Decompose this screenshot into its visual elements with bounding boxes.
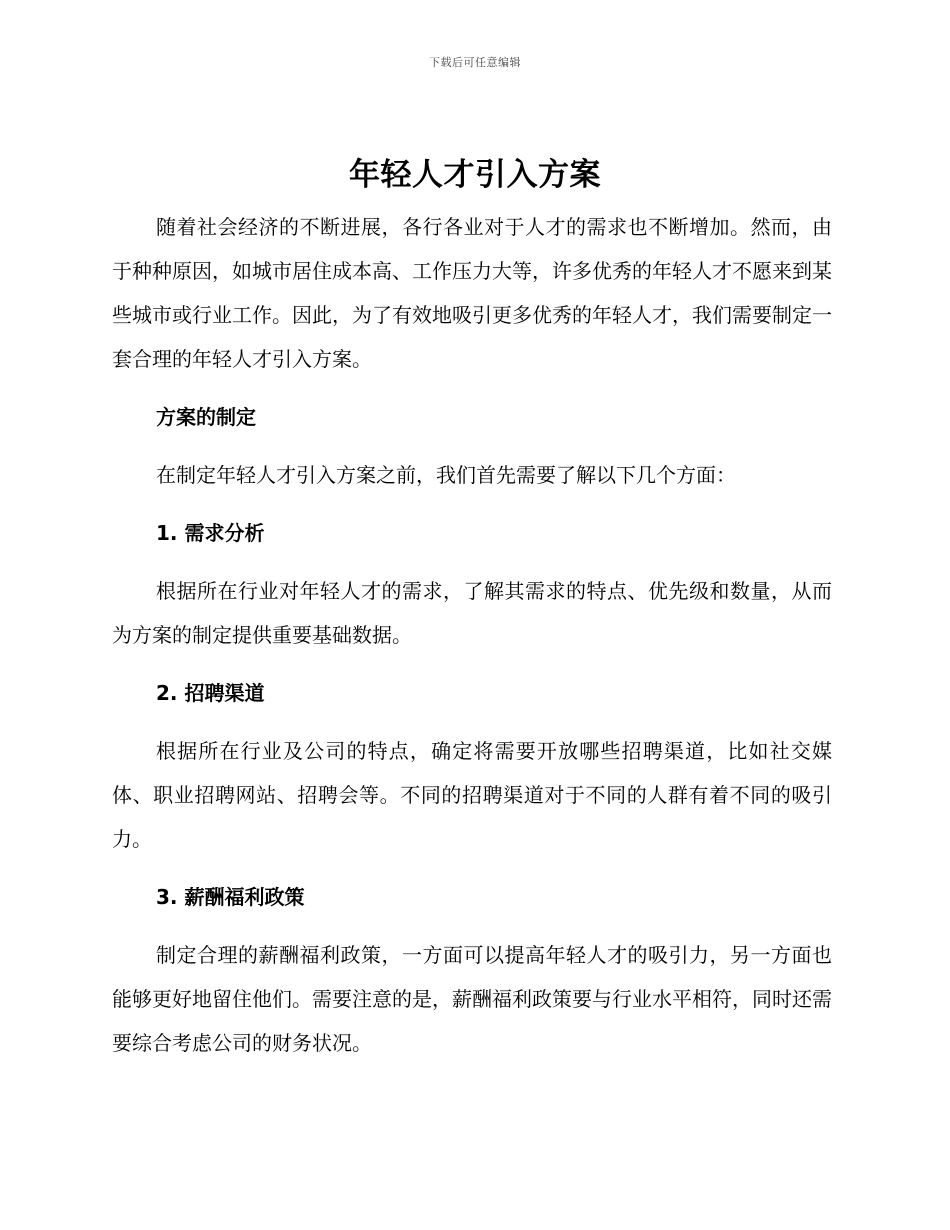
spacer <box>112 715 832 729</box>
spacer <box>112 657 832 671</box>
intro-paragraph: 随着社会经济的不断进展，各行各业对于人才的需求也不断增加。然而，由于种种原因，如城市居住成本高、工作压力大等，许多优秀的年轻人才不愿来到某些城市或行业工作。因此，为了有效地吸引更多优秀的年轻人才，我们需要制定一套合理的年轻人才引入方案。 <box>112 215 832 371</box>
spacer <box>112 861 832 875</box>
spacer <box>112 919 832 933</box>
item-heading-demand: 1. 需求分析 <box>156 521 265 545</box>
item-heading-compensation: 3. 薪酬福利政策 <box>156 885 305 909</box>
item-text-channels: 根据所在行业及公司的特点，确定将需要开放哪些招聘渠道，比如社交媒体、职业招聘网站、招聘会等。不同的招聘渠道对于不同的人群有着不同的吸引力。 <box>112 739 832 851</box>
document-body <box>112 205 832 1065</box>
section-intro-paragraph: 在制定年轻人才引入方案之前，我们首先需要了解以下几个方面： <box>156 463 736 487</box>
item-heading-channels: 2. 招聘渠道 <box>156 681 265 705</box>
item-text-compensation: 制定合理的薪酬福利政策，一方面可以提高年轻人才的吸引力，另一方面也能够更好地留住他们。需要注意的是，薪酬福利政策要与行业水平相符，同时还需要综合考虑公司的财务状况。 <box>112 943 832 1055</box>
spacer <box>112 555 832 569</box>
spacer <box>112 497 832 511</box>
header-note: 下载后可任意编辑 <box>429 56 521 69</box>
spacer <box>112 381 832 395</box>
section-heading: 方案的制定 <box>156 405 256 429</box>
spacer <box>112 439 832 453</box>
document-title: 年轻人才引入方案 <box>349 157 601 193</box>
item-text-demand: 根据所在行业对年轻人才的需求，了解其需求的特点、优先级和数量，从而为方案的制定提供重要基础数据。 <box>112 579 832 647</box>
